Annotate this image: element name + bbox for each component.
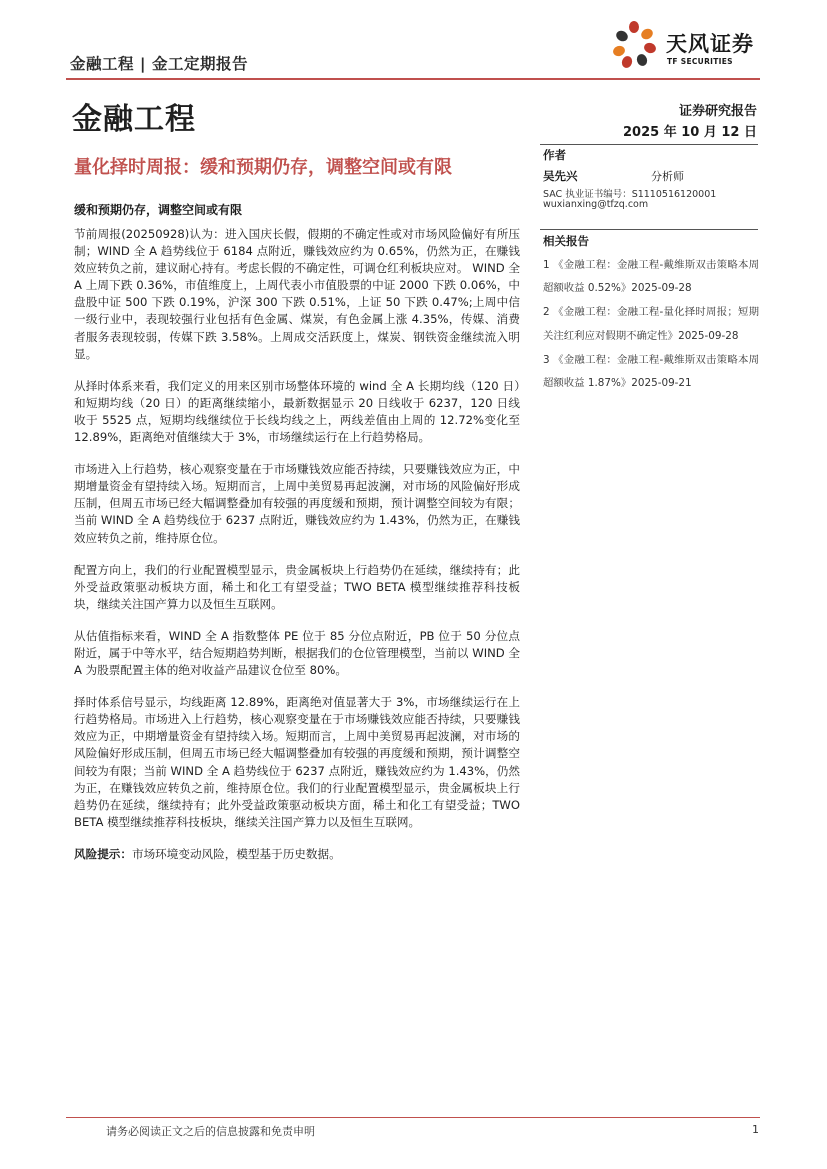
report-date: 2025 年 10 月 12 日 — [623, 125, 757, 140]
related-report-item[interactable]: 3 《金融工程：金融工程-戴维斯双击策略本周超额收益 1.87%》2025-09-21 — [543, 353, 759, 390]
body-paragraph: 择时体系信号显示，均线距离 12.89%，距离绝对值显著大于 3%，市场继续运行在上行趋势格局。市场进入上行趋势，核心观察变量在于市场赚钱效应能否持续，只要赚钱效应为正，中期增量资金有望持续入场。短期而言，上周中美贸易再起波澜，对市场的风险偏好形成压制，但周五市场已经大幅调整叠加有较强的再度缓和预期，预计调整空间较为有限；当前 WIND 全 A 趋势线位于 6237 点附近，赚钱效应约为 1.43%，仍然为正，在赚钱效应转负之前，维持原仓位。我们的行业配置模型显示，贵金属板块上行趋势仍在延续，继续持有；此外受益政策驱动板块方面，稀土和化工有望受益；TWO BETA 模型继续推荐科技板块，继续关注国产算力以及恒生互联网。 — [74, 695, 520, 829]
report-type: 证券研究报告 — [678, 104, 757, 119]
page-title: 金融工程 — [72, 102, 196, 137]
related-divider — [540, 229, 758, 230]
related-report-item[interactable]: 1 《金融工程：金融工程-戴维斯双击策略本周超额收益 0.52%》2025-09-28 — [543, 259, 759, 295]
company-logo — [610, 20, 760, 72]
footer-divider — [66, 1117, 760, 1118]
author-email[interactable]: wuxianxing@tfzq.com — [543, 199, 649, 210]
author-heading: 作者 — [543, 148, 566, 162]
header-section-label: 金融工程 | 金工定期报告 — [70, 55, 248, 73]
report-subtitle: 量化择时周报：缓和预期仍存，调整空间或有限 — [74, 157, 452, 178]
footer-disclaimer: 请务必阅读正文之后的信息披露和免责申明 — [106, 1125, 315, 1138]
related-heading: 相关报告 — [543, 234, 589, 248]
author-name: 吴先兴 — [543, 169, 578, 183]
body-paragraph: 配置方向上，我们的行业配置模型显示，贵金属板块上行趋势仍在延续，继续持有；此外受益政策驱动板块方面，稀土和化工有望受益；TWO BETA 模型继续推荐科技板块，继续关注国产算力以及恒生互联网。 — [74, 562, 520, 611]
main-content — [74, 226, 520, 878]
risk-notice — [74, 846, 520, 863]
logo-mark-icon — [610, 20, 666, 72]
risk-text: 市场环境变动风险，模型基于历史数据。 — [131, 846, 341, 861]
risk-label: 风险提示： — [74, 846, 132, 861]
related-reports-list — [543, 254, 759, 396]
author-role: 分析师 — [651, 170, 684, 183]
related-report-item[interactable]: 2 《金融工程：金融工程-量化择时周报；短期关注红利应对假期不确定性》2025-09-28 — [543, 306, 759, 342]
body-paragraph: 节前周报(20250928)认为：进入国庆长假，假期的不确定性或对市场风险偏好有所压制；WIND 全 A 趋势线位于 6184 点附近，赚钱效应约为 0.65%，仍然为正，在赚钱效应转负之前，建议耐心持有。考虑长假的不确定性，可调仓红利板块应对。 WIND 全 A 上周下跌 0.36%，市值维度上，上周代表小市值股票的中证 2000 下跌 0.06%，中盘股中证 500 下跌 0.19%，沪深 300 下跌 0.51%，上证 50 下跌 0.47%;上周中信一级行业中，表现较强行业包括有色金属、煤炭，有色金属上涨 4.35%，传媒、消费者服务表现较弱，传媒下跌 3.58%。上周成交活跃度上，煤炭、钢铁资金继续流入明显。 — [74, 227, 520, 361]
logo-text-cn: 天风证券 — [666, 32, 754, 56]
logo-text-en: TF SECURITIES — [667, 57, 733, 66]
body-paragraph: 从择时体系来看，我们定义的用来区别市场整体环境的 wind 全 A 长期均线（120 日）和短期均线（20 日）的距离继续缩小，最新数据显示 20 日线收于 6237，120 日线收于 5525 点，短期均线继续位于长线均线之上，两线差值由上周的 12.72%变化至 12.89%，距离绝对值继续大于 3%，市场继续运行在上行趋势格局。 — [74, 378, 520, 445]
body-paragraph: 市场进入上行趋势，核心观察变量在于市场赚钱效应能否持续，只要赚钱效应为正，中期增量资金有望持续入场。短期而言，上周中美贸易再起波澜，对市场的风险偏好形成压制，但周五市场已经大幅调整叠加有较强的再度缓和预期，预计调整空间较为有限；当前 WIND 全 A 趋势线位于 6237 点附近，赚钱效应约为 1.43%，仍然为正，在赚钱效应转负之前，维持原仓位。 — [74, 462, 520, 545]
page-number: 1 — [752, 1123, 759, 1136]
header-divider — [66, 78, 760, 80]
author-divider — [540, 144, 758, 145]
key-point-heading: 缓和预期仍存，调整空间或有限 — [74, 203, 243, 217]
author-sac-number: SAC 执业证书编号：S1110516120001 — [543, 189, 717, 200]
body-paragraph: 从估值指标来看，WIND 全 A 指数整体 PE 位于 85 分位点附近，PB 位于 50 分位点附近，属于中等水平，结合短期趋势判断，根据我们的仓位管理模型，当前以 WIND 全 A 为股票配置主体的绝对收益产品建议仓位至 80%。 — [74, 628, 520, 678]
